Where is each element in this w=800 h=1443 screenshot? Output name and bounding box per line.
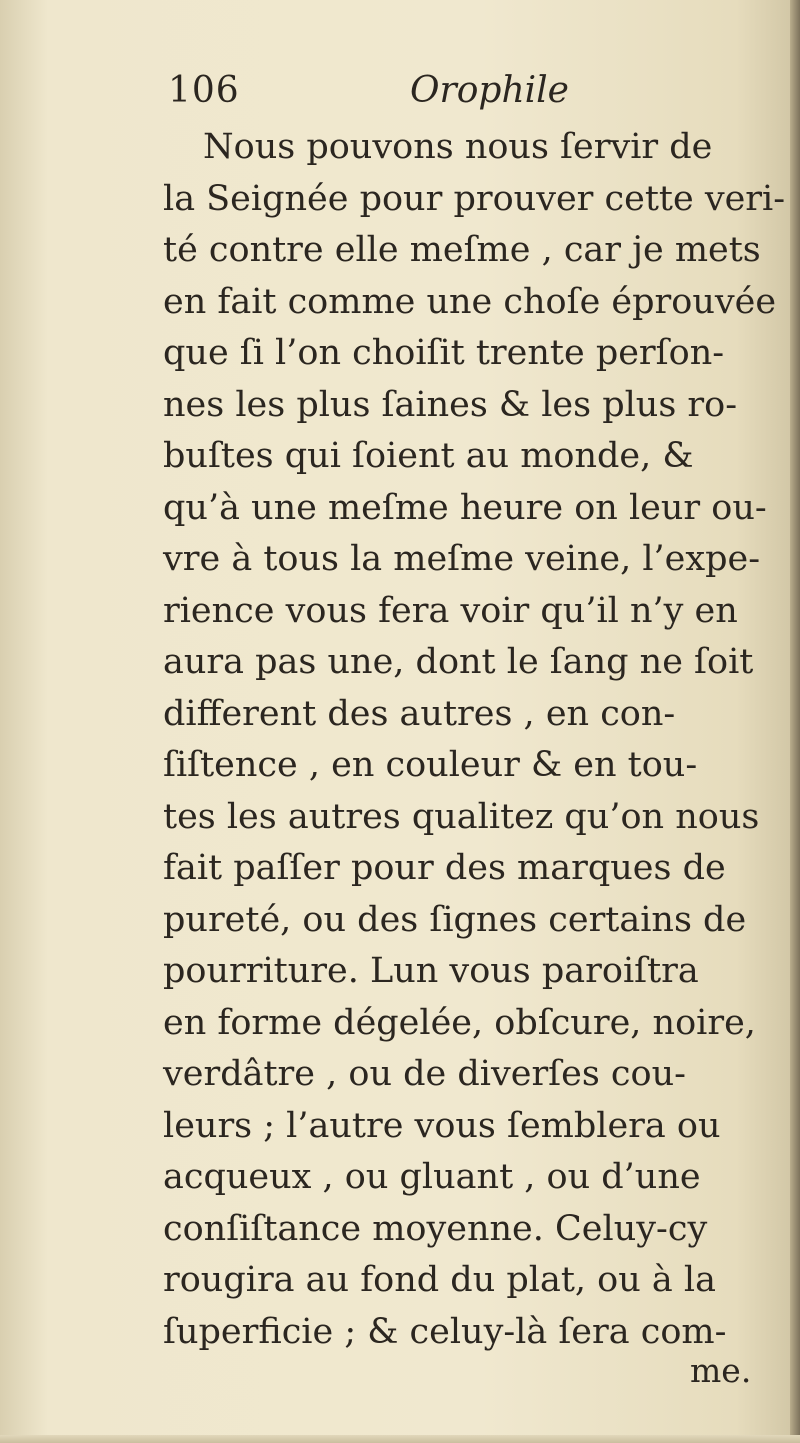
text-line: acqueux , ou gluant , ou d’une: [163, 1157, 701, 1197]
text-line: en forme dégelée, obſcure, noire,: [163, 1002, 756, 1043]
text-line: pureté, ou des ſignes certains de: [163, 899, 747, 940]
text-line: rougira au fond du plat, ou à la: [163, 1260, 716, 1300]
text-line: Nous pouvons nous ſervir de: [203, 127, 713, 167]
text-line: vre à tous la meſme veine, l’expe-: [163, 539, 761, 579]
text-line: en fait comme une choſe éprouvée: [163, 281, 777, 322]
text-line: pourriture. Lun vous paroiſtra: [163, 951, 699, 991]
text-line: different des autres , en con-: [163, 693, 676, 734]
text-line: ſuperficie ; & celuy-là ſera com-: [163, 1311, 727, 1352]
text-line: verdâtre , ou de diverſes cou-: [163, 1054, 686, 1094]
text-line: leurs ; l’autre vous ſemblera ou: [163, 1105, 721, 1146]
text-line: buſtes qui ſoient au monde, &: [163, 436, 694, 476]
text-line: conſiſtance moyenne. Celuy-cy: [163, 1208, 708, 1249]
body-text: [163, 122, 786, 1358]
page-edge-shadow: [790, 0, 800, 1443]
catchword: me.: [690, 1351, 752, 1390]
text-line: nes les plus ſaines & les plus ro-: [163, 384, 738, 425]
text-line: fait paſſer pour des marques de: [163, 848, 726, 888]
text-line: ſiſtence , en couleur & en tou-: [163, 745, 698, 785]
text-line: la Seignée pour prouver cette veri-: [163, 178, 786, 219]
running-title: Orophile: [410, 70, 569, 111]
page-bottom-edge: [0, 1435, 800, 1443]
text-line: qu’à une meſme heure on leur ou-: [163, 487, 767, 528]
text-line: tes les autres qualitez qu’on nous: [163, 796, 760, 837]
text-line: rience vous fera voir qu’il n’y en: [163, 590, 738, 631]
text-line: que ſi l’on choiſit trente perſon-: [163, 333, 725, 373]
page-header: [160, 70, 620, 122]
page-number: 106: [168, 70, 240, 111]
text-line: té contre elle meſme , car je mets: [163, 230, 761, 270]
text-line: aura pas une, dont le ſang ne ſoit: [163, 642, 754, 682]
